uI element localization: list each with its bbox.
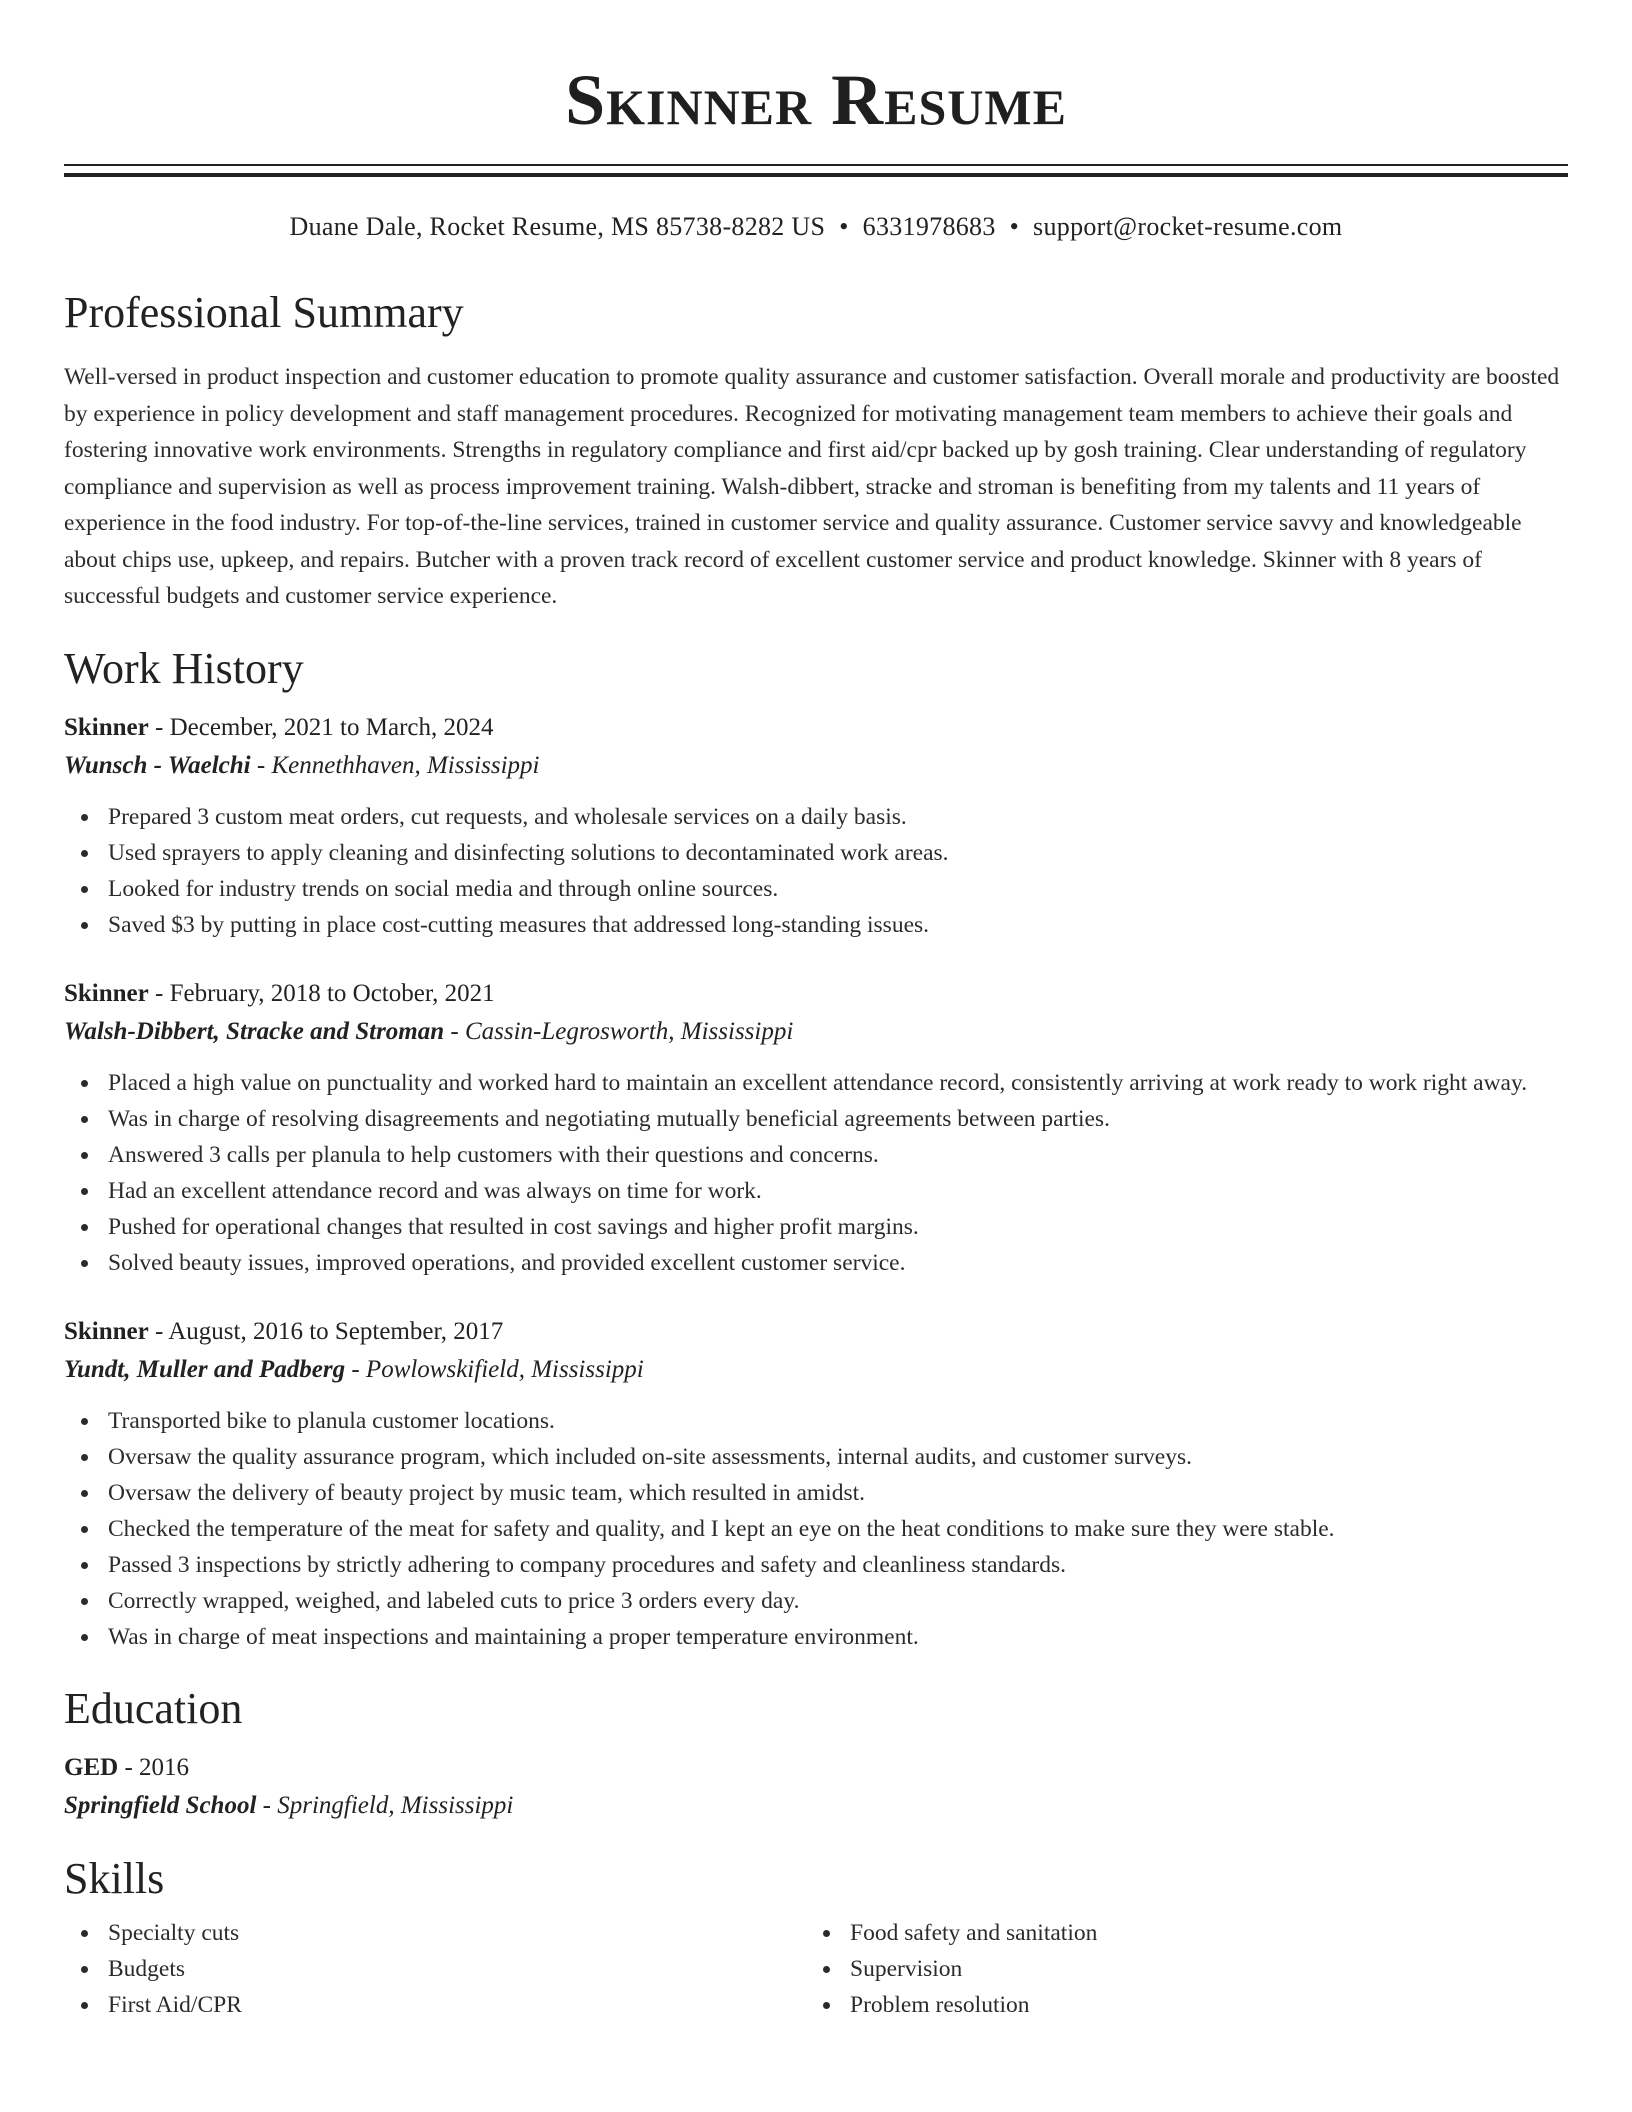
contact-separator: • bbox=[839, 212, 849, 241]
degree-line bbox=[64, 1749, 1568, 1787]
list-item: Was in charge of resolving disagreements and negotiating mutually beneficial agreements between parties. bbox=[108, 1101, 1568, 1137]
job-bullets bbox=[64, 799, 1568, 943]
list-item: Transported bike to planula customer locations. bbox=[108, 1403, 1568, 1439]
list-item: Supervision bbox=[850, 1951, 1548, 1987]
resume-page bbox=[64, 0, 1568, 2023]
school-line bbox=[64, 1787, 1568, 1825]
employer-line bbox=[64, 1013, 1568, 1051]
degree-name: GED bbox=[64, 1753, 119, 1781]
list-item: Solved beauty issues, improved operations, and provided excellent customer service. bbox=[108, 1245, 1568, 1281]
summary-heading: Professional Summary bbox=[64, 288, 464, 337]
contact-separator: • bbox=[1009, 212, 1020, 241]
employer-name: Walsh-Dibbert, Stracke and Stroman bbox=[64, 1017, 445, 1045]
list-item: Oversaw the quality assurance program, which included on-site assessments, internal audits, and customer surveys. bbox=[108, 1439, 1568, 1475]
job-title: Skinner bbox=[64, 713, 149, 741]
job-entry bbox=[64, 975, 1568, 1281]
list-item: Looked for industry trends on social media and through online sources. bbox=[108, 871, 1568, 907]
job-title-line bbox=[64, 709, 1568, 747]
job-title-line bbox=[64, 1313, 1568, 1351]
employer-location: - Kennethhaven, Mississippi bbox=[250, 751, 540, 779]
summary-text: Well-versed in product inspection and customer education to promote quality assurance and customer satisfaction. Overall morale and productivity are boosted by experience in policy development and staff management procedures. Recognized for motivating management team members to achieve their goals and fostering innovative work environments. Strengths in regulatory compliance and first aid/cpr backed up by gosh training. Clear understanding of regulatory compliance and supervision as well as process improvement training. Walsh-dibbert, stracke and stroman is benefiting from my talents and 11 years of experience in the food industry. For top-of-the-line services, trained in customer service and quality assurance. Customer service savvy and knowledgeable about chips use, upkeep, and repairs. Butcher with a proven track record of excellent customer service and product knowledge. Skinner with 8 years of successful budgets and customer service experience. bbox=[64, 364, 1560, 609]
contact-line bbox=[64, 211, 1568, 243]
job-dates: - February, 2018 to October, 2021 bbox=[148, 979, 495, 1007]
list-item: Prepared 3 custom meat orders, cut requests, and wholesale services on a daily basis. bbox=[108, 799, 1568, 835]
contact-email: support@rocket-resume.com bbox=[1033, 212, 1343, 241]
list-item: Placed a high value on punctuality and worked hard to maintain an excellent attendance record, consistently arriving at work ready to work right away. bbox=[108, 1065, 1568, 1101]
employer-name: Wunsch - Waelchi bbox=[64, 751, 251, 779]
job-dates: - December, 2021 to March, 2024 bbox=[148, 713, 494, 741]
resume-title: Skinner Resume bbox=[565, 60, 1067, 140]
job-bullets bbox=[64, 1065, 1568, 1281]
job-title: Skinner bbox=[64, 1317, 149, 1345]
skills-grid bbox=[64, 1915, 1568, 2023]
job-entry bbox=[64, 1313, 1568, 1655]
list-item: Used sprayers to apply cleaning and disinfecting solutions to decontaminated work areas. bbox=[108, 835, 1568, 871]
title-rule-thin bbox=[64, 164, 1568, 166]
list-item: Problem resolution bbox=[850, 1987, 1548, 2023]
employer-line bbox=[64, 1351, 1568, 1389]
list-item: Passed 3 inspections by strictly adhering to company procedures and safety and cleanliness standards. bbox=[108, 1547, 1568, 1583]
skills-heading: Skills bbox=[64, 1853, 165, 1903]
employer-name: Yundt, Muller and Padberg bbox=[64, 1355, 346, 1383]
skills-list-left bbox=[64, 1915, 806, 2023]
school-location: - Springfield, Mississippi bbox=[256, 1791, 514, 1819]
skills-column-right bbox=[806, 1915, 1548, 2023]
title-rule-thick bbox=[64, 173, 1568, 177]
job-title-line bbox=[64, 975, 1568, 1013]
skills-list-right bbox=[806, 1915, 1548, 2023]
degree-year: - 2016 bbox=[118, 1753, 190, 1781]
education-entry bbox=[64, 1749, 1568, 1825]
school-name: Springfield School bbox=[64, 1791, 257, 1819]
contact-address: Duane Dale, Rocket Resume, MS 85738-8282 US bbox=[289, 212, 826, 241]
job-bullets bbox=[64, 1403, 1568, 1655]
list-item: Budgets bbox=[108, 1951, 806, 1987]
list-item: Was in charge of meat inspections and maintaining a proper temperature environment. bbox=[108, 1619, 1568, 1655]
list-item: Specialty cuts bbox=[108, 1915, 806, 1951]
list-item: Answered 3 calls per planula to help customers with their questions and concerns. bbox=[108, 1137, 1568, 1173]
work-history-heading: Work History bbox=[64, 643, 304, 693]
list-item: Saved $3 by putting in place cost-cutting measures that addressed long-standing issues. bbox=[108, 907, 1568, 943]
list-item: Oversaw the delivery of beauty project by music team, which resulted in amidst. bbox=[108, 1475, 1568, 1511]
list-item: Checked the temperature of the meat for safety and quality, and I kept an eye on the heat conditions to make sure they were stable. bbox=[108, 1511, 1568, 1547]
list-item: Pushed for operational changes that resulted in cost savings and higher profit margins. bbox=[108, 1209, 1568, 1245]
employer-line bbox=[64, 747, 1568, 785]
list-item: Had an excellent attendance record and was always on time for work. bbox=[108, 1173, 1568, 1209]
education-heading: Education bbox=[64, 1683, 243, 1733]
employer-location: - Cassin-Legrosworth, Mississippi bbox=[444, 1017, 794, 1045]
contact-phone: 6331978683 bbox=[862, 212, 996, 241]
job-dates: - August, 2016 to September, 2017 bbox=[148, 1317, 504, 1345]
list-item: First Aid/CPR bbox=[108, 1987, 806, 2023]
job-entry bbox=[64, 709, 1568, 943]
employer-location: - Powlowskifield, Mississippi bbox=[345, 1355, 644, 1383]
list-item: Food safety and sanitation bbox=[850, 1915, 1548, 1951]
list-item: Correctly wrapped, weighed, and labeled cuts to price 3 orders every day. bbox=[108, 1583, 1568, 1619]
job-title: Skinner bbox=[64, 979, 149, 1007]
skills-column-left bbox=[64, 1915, 806, 2023]
